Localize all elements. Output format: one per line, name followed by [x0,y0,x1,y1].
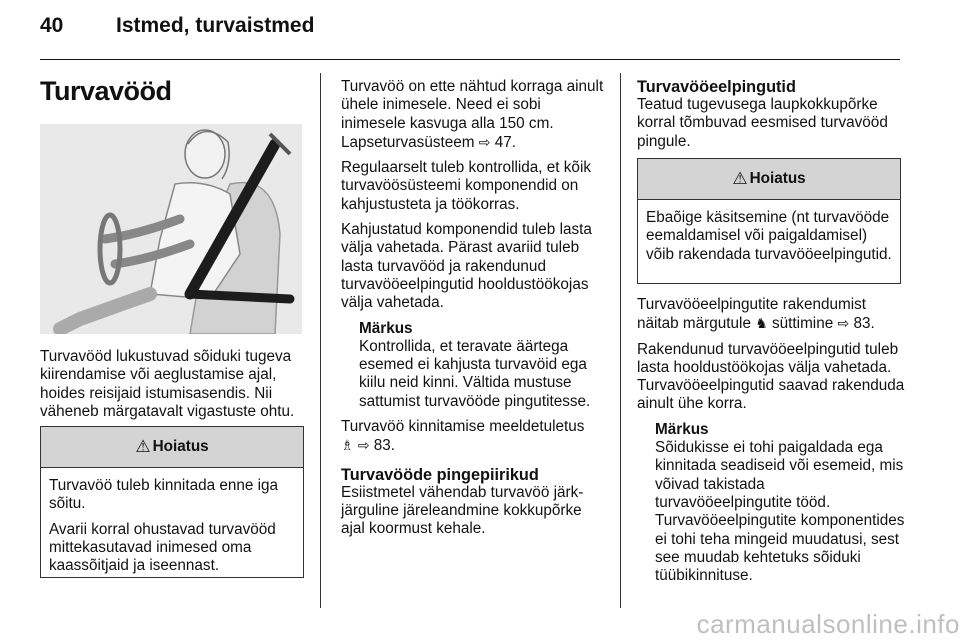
subsection-text: Esiistmetel vähendab turvavöö järk-järguline järeleandmine kokkupõrke ajal koormust kehale. [341,483,584,538]
paragraph-indicator: Turvavööeelpingutite rakendumist näitab märgutule ♞ süttimine ⇨ 83. [637,296,875,333]
seatbelt-illustration [40,124,302,334]
subsection-title: Turvavööde pingepiirikud [341,465,539,484]
warning-title: Hoiatus [749,170,806,187]
warning-box-2 [637,158,901,284]
column-3 [637,78,905,158]
note-title: Märkus [359,319,413,337]
seatbelt-drawing [40,124,302,334]
warning-header [41,427,303,468]
column-divider-2 [620,73,621,608]
subsection-title: Turvavööeelpingutid [637,78,796,96]
note-box [359,320,605,411]
paragraph-occupancy: Turvavöö on ette nähtud korraga ainult ühele inimesele. Need ei sobi inimesele kasvuga alla 150 cm. Lapseturvasüsteem ⇨ 47. [341,78,604,151]
page-reference[interactable]: 47. [494,133,516,151]
section-title: Turvavööd [40,76,172,106]
warning-box-1 [40,426,304,578]
paragraph-replacement: Kahjustatud komponendid tuleb lasta välja vahetada. Pärast avariid tuleb lasta turvavööd ja rakendunud turvavööeelpingutid hooldustöökojas välja vahetada. [341,221,592,312]
warning-text: Ebaõige käsitsemine (nt turvavööde eemaldamisel või paigaldamisel) võib rakendada turvavööeelpingutid. [646,209,892,263]
header-rule [40,59,900,60]
warning-icon: ⚠ [732,169,748,188]
watermark: carmanualsonline.info [696,609,960,639]
column-1-text [40,348,305,428]
page-header [40,14,314,38]
page-reference[interactable]: 83. [373,437,396,455]
note-text: Sõidukisse ei tohi paigaldada ega kinnitada seadiseid või esemeid, mis võivad takistada turvavööeelpingutite tööd. Turvavööeelpingutite komponentides ei tohi teha mingeid muudatusi, sest see muudab kehtetuks sõiduki tüübikinnituse. [655,439,905,585]
subsection-text: Teatud tugevusega laupkokkupõrke korral tõmbuvad eesmised turvavööd pingule. [637,96,888,150]
chapter-title: Istmed, turvaistmed [116,14,315,37]
note-text: Kontrollida, et teravate äärtega esemed ei kahjusta turvavöid ega kiilu neid kinni. Vältida mustuse sattumist turvavööde pingutitesse. [359,337,591,410]
page-number: 40 [40,14,64,37]
warning-body [41,468,303,588]
seatbelt-reminder-icon: ♗ [341,437,354,454]
reference-arrow-icon: ⇨ [357,437,370,454]
note-title: Märkus [655,420,709,438]
intro-paragraph: Turvavööd lukustuvad sõiduki tugeva kiirendamise või aeglustamise ajal, hoides reisijaid istumisasendis. Nii väheneb märgatavalt vigastuste ohtu. [40,348,295,420]
reference-arrow-icon: ⇨ [837,315,850,332]
airbag-warning-light-icon: ♞ [755,315,768,332]
column-divider-1 [320,73,321,608]
paragraph-inspection: Regulaarselt tuleb kontrollida, et kõik turvavöösüsteemi komponendid on kahjustusteta ja töökorras. [341,159,591,213]
column-3-lower [637,296,905,592]
warning-title: Hoiatus [152,438,209,455]
warning-header [638,159,900,200]
paragraph-reminder: Turvavöö kinnitamise meeldetuletus ♗ ⇨ 83. [341,418,585,455]
paragraph-pretensioner-replacement: Rakendunud turvavööeelpingutid tuleb lasta hooldustöökojas välja vahetada. Turvavööeelpingutid saavad rakenduda ainult ühe korra. [637,340,905,413]
page-reference[interactable]: 83. [853,315,875,333]
warning-text-2: Avarii korral ohustavad turvavööd mittekasutavad inimesed oma kaassõitjaid ja iseennast. [49,520,276,575]
reference-arrow-icon: ⇨ [478,133,491,150]
column-2 [341,78,605,546]
warning-icon: ⚠ [135,437,151,456]
note-box [655,421,905,586]
warning-text-1: Turvavöö tuleb kinnitada enne iga sõitu. [49,477,279,513]
warning-body [638,200,900,277]
